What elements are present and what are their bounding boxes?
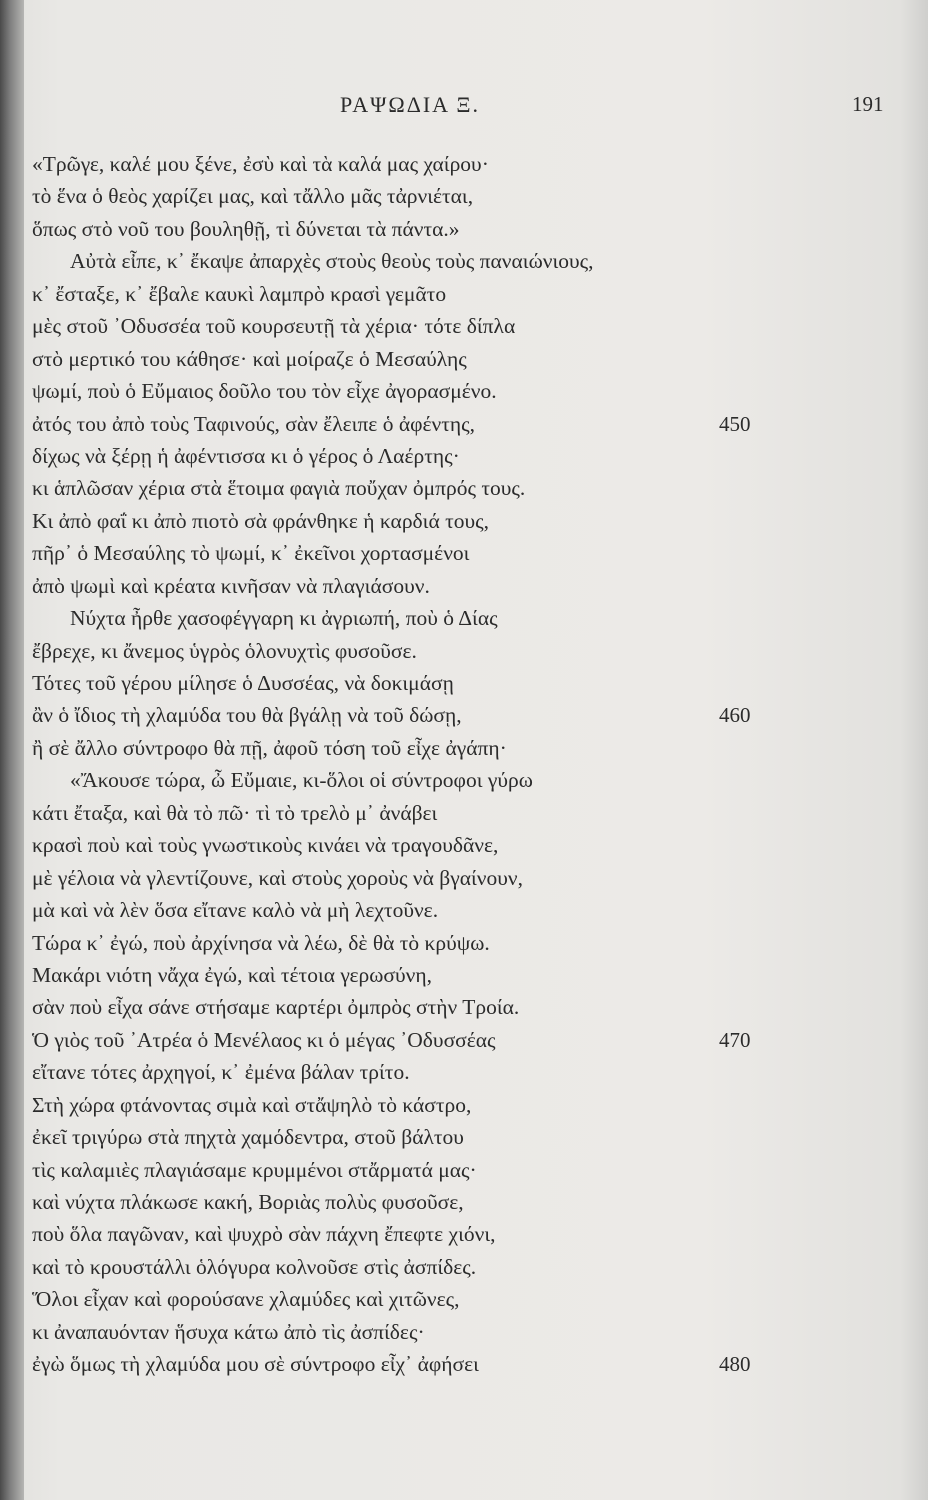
verse-line	[32, 927, 892, 959]
verse-text: ἔβρεχε, κι ἄνεμος ὑγρὸς ὁλονυχτὶς φυσοῦσε.	[32, 638, 417, 663]
verse-text: Κι ἀπὸ φαΐ κι ἀπὸ πιοτὸ σὰ φράνθηκε ἡ καρδιά τους,	[32, 508, 490, 533]
verse-text: Μακάρι νιότη νἄχα ἐγώ, καὶ τέτοια γερωσύνη,	[32, 962, 432, 987]
verse-line	[32, 1348, 892, 1380]
page-header	[0, 86, 928, 126]
verse-line	[32, 829, 892, 861]
verse-text: κ᾽ ἔσταξε, κ᾽ ἔβαλε καυκὶ λαμπρὸ κρασὶ γεμᾶτο	[32, 281, 447, 306]
verse-text: ψωμί, ποὺ ὁ Εὔμαιος δοῦλο του τὸν εἶχε ἀγορασμένο.	[32, 379, 497, 404]
verse-line	[32, 797, 892, 829]
verse-line	[32, 505, 892, 537]
verse-text: ποὺ ὅλα παγῶναν, καὶ ψυχρὸ σὰν πάχνη ἔπεφτε χιόνι,	[32, 1222, 496, 1247]
verse-line	[32, 1154, 892, 1186]
verse-text: Ὁ γιὸς τοῦ ᾽Ατρέα ὁ Μενέλαος κι ὁ μέγας ᾽Οδυσσέας	[32, 1027, 496, 1052]
verse-line	[32, 1316, 892, 1348]
verse-line	[32, 764, 892, 796]
verse-text: τὸ ἕνα ὁ θεὸς χαρίζει μας, καὶ τἄλλο μᾶς τἀρνιέται,	[32, 184, 474, 209]
verse-line	[32, 862, 892, 894]
verse-text: «Τρῶγε, καλέ μου ξένε, ἐσὺ καὶ τὰ καλά μας χαίρου·	[32, 152, 489, 176]
verse-line	[32, 148, 892, 180]
verse-line	[32, 1186, 892, 1218]
verse-line	[32, 537, 892, 569]
verse-text: ἀπὸ ψωμὶ καὶ κρέατα κινῆσαν νὰ πλαγιάσουν.	[32, 573, 430, 598]
verse-line	[32, 180, 892, 212]
verse-text: κι ἀναπαυόνταν ἥσυχα κάτω ἀπὸ τὶς ἀσπίδες·	[32, 1319, 425, 1344]
verse-line	[32, 1251, 892, 1283]
verse-line	[32, 1283, 892, 1315]
verse-line	[32, 472, 892, 504]
page-binding-edge	[0, 0, 24, 1500]
verse-text: ἀτός του ἀπὸ τοὺς Ταφινούς, σὰν ἔλειπε ὁ ἀφέντης,	[32, 411, 476, 436]
verse-text: «Ἄκουσε τώρα, ὦ Εὔμαιε, κι-ὅλοι οἱ σύντροφοι γύρω	[70, 768, 533, 793]
verse-line	[32, 1056, 892, 1088]
verse-text: κι ἁπλῶσαν χέρια στὰ ἕτοιμα φαγιὰ ποὔχαν ὀμπρός τους.	[32, 476, 526, 501]
verse-text: κρασὶ ποὺ καὶ τοὺς γνωστικοὺς κινάει νὰ τραγουδᾶνε,	[32, 833, 499, 858]
verse-line	[32, 440, 892, 472]
verse-text: καὶ νύχτα πλάκωσε κακή, Βοριὰς πολὺς φυσοῦσε,	[32, 1190, 464, 1214]
verse-line	[32, 1089, 892, 1121]
verse-line	[32, 699, 892, 731]
verse-text: στὸ μερτικό του κάθησε· καὶ μοίραζε ὁ Μεσαύλης	[32, 346, 467, 371]
verse-text: Αὐτὰ εἶπε, κ᾽ ἔκαψε ἀπαρχὲς στοὺς θεοὺς τοὺς παναιώνιους,	[70, 249, 594, 274]
verse-text: εἴτανε τότες ἀρχηγοί, κ᾽ ἐμένα βάλαν τρίτο.	[32, 1060, 410, 1085]
verse-text: Τότες τοῦ γέρου μίλησε ὁ Δυσσέας, νὰ δοκιμάσῃ	[32, 671, 454, 695]
verse-text: κάτι ἔταξα, καὶ θὰ τὸ πῶ· τὶ τὸ τρελὸ μ᾽ ἀνάβει	[32, 800, 438, 825]
verse-line	[32, 1121, 892, 1153]
verse-text: Τώρα κ᾽ ἐγώ, ποὺ ἀρχίνησα νὰ λέω, δὲ θὰ τὸ κρύψω.	[32, 930, 490, 955]
verse-text: ἢ σὲ ἄλλο σύντροφο θὰ πῇ, ἀφοῦ τόση τοῦ εἶχε ἀγάπη·	[32, 735, 507, 760]
verse-line	[32, 894, 892, 926]
verse-line	[32, 732, 892, 764]
verse-text: ἐκεῖ τριγύρω στὰ πηχτὰ χαμόδεντρα, στοῦ βάλτου	[32, 1125, 464, 1150]
verse-line	[32, 1024, 892, 1056]
verse-text: μὰ καὶ νὰ λὲν ὅσα εἴτανε καλὸ νὰ μὴ λεχτοῦνε.	[32, 898, 439, 923]
line-number: 480	[719, 1352, 751, 1377]
verse-text-block	[32, 148, 892, 1381]
verse-text: μὲ γέλοια νὰ γλεντίζουνε, καὶ στοὺς χοροὺς νὰ βγαίνουν,	[32, 865, 523, 890]
line-number: 450	[719, 411, 751, 436]
line-number: 460	[719, 703, 751, 728]
running-title: ΡΑΨΩΔΙΑ Ξ.	[340, 92, 481, 117]
verse-line	[32, 278, 892, 310]
verse-text: Ὅλοι εἶχαν καὶ φορούσανε χλαμύδες καὶ χιτῶνες,	[32, 1287, 460, 1312]
verse-line	[32, 635, 892, 667]
verse-text: Στὴ χώρα φτάνοντας σιμὰ καὶ στἄψηλὸ τὸ κάστρο,	[32, 1092, 472, 1117]
verse-text: Νύχτα ἦρθε χασοφέγγαρη κι ἀγριωπή, ποὺ ὁ Δίας	[70, 606, 498, 631]
verse-line	[32, 375, 892, 407]
verse-line	[32, 667, 892, 699]
verse-text: ὅπως στὸ νοῦ του βουληθῇ, τὶ δύνεται τὰ πάντα.»	[32, 216, 460, 241]
verse-line	[32, 602, 892, 634]
verse-text: σὰν ποὺ εἶχα σάνε στήσαμε καρτέρι ὀμπρὸς στὴν Τροία.	[32, 995, 520, 1020]
verse-line	[32, 310, 892, 342]
verse-line	[32, 408, 892, 440]
verse-line	[32, 991, 892, 1023]
verse-line	[32, 343, 892, 375]
page-number: 191	[852, 92, 884, 116]
verse-text: καὶ τὸ κρουστάλλι ὁλόγυρα κολνοῦσε στὶς ἀσπίδες.	[32, 1254, 477, 1279]
verse-text: ἐγὼ ὅμως τὴ χλαμύδα μου σὲ σύντροφο εἶχ᾽ ἀφήσει	[32, 1352, 479, 1377]
line-number: 470	[719, 1027, 751, 1052]
verse-text: τὶς καλαμιὲς πλαγιάσαμε κρυμμένοι στἄρματά μας·	[32, 1157, 477, 1182]
verse-text: πῆρ᾽ ὁ Μεσαύλης τὸ ψωμί, κ᾽ ἐκεῖνοι χορτασμένοι	[32, 541, 470, 566]
verse-line	[32, 1218, 892, 1250]
verse-text: δίχως νὰ ξέρῃ ἡ ἀφέντισσα κι ὁ γέρος ὁ Λαέρτης·	[32, 443, 460, 468]
verse-text: μὲς στοῦ ᾽Οδυσσέα τοῦ κουρσευτῇ τὰ χέρια· τότε δίπλα	[32, 314, 516, 339]
verse-line	[32, 570, 892, 602]
verse-line	[32, 213, 892, 245]
verse-line	[32, 245, 892, 277]
verse-text: ἂν ὁ ἴδιος τὴ χλαμύδα του θὰ βγάλῃ νὰ τοῦ δώσῃ,	[32, 703, 462, 728]
verse-line	[32, 959, 892, 991]
